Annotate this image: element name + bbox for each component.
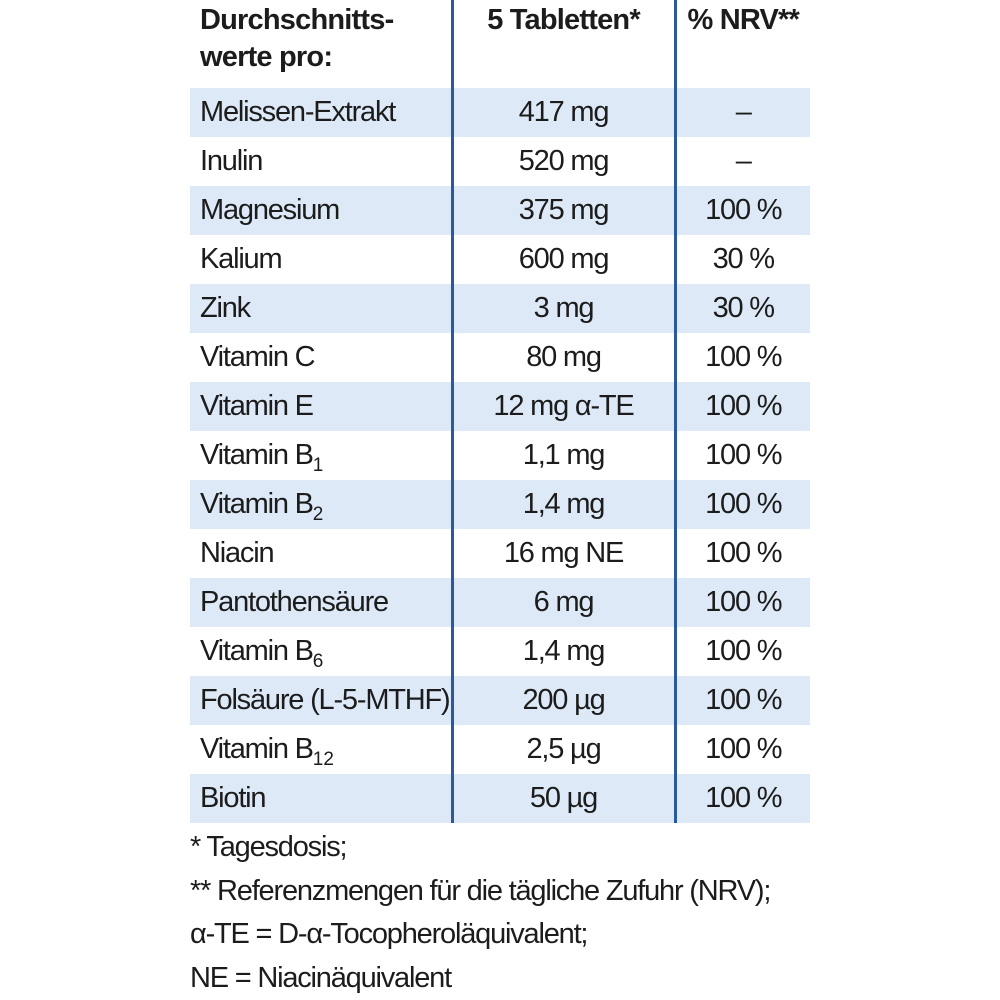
nrv-cell: 100 % xyxy=(675,333,810,382)
amount-cell: 50 µg xyxy=(452,774,675,823)
table-row xyxy=(190,431,810,480)
nutrient-name: Melissen-Extrakt xyxy=(200,96,396,128)
amount-cell: 12 mg α-TE xyxy=(452,382,675,431)
amount-cell: 1,4 mg xyxy=(452,480,675,529)
amount-cell: 375 mg xyxy=(452,186,675,235)
amount-cell: 200 µg xyxy=(452,676,675,725)
nutrient-subscript: 2 xyxy=(312,504,324,525)
nrv-cell: 30 % xyxy=(675,284,810,333)
nutrient-name: Vitamin E xyxy=(200,390,313,422)
nutrient-subscript: 6 xyxy=(312,651,324,672)
footnote-ne: NE = Niacinäquivalent xyxy=(190,961,451,994)
nutrient-name-cell xyxy=(190,88,452,137)
table-row xyxy=(190,88,810,137)
nutrient-name: Zink xyxy=(200,292,250,324)
amount-cell: 6 mg xyxy=(452,578,675,627)
table-row xyxy=(190,284,810,333)
footnote-daily-dose: * Tagesdosis; xyxy=(190,831,347,863)
nutrient-name-cell xyxy=(190,578,452,627)
nutrient-name: Vitamin B xyxy=(200,733,313,765)
nutrient-name: Vitamin B xyxy=(200,439,313,471)
table-row xyxy=(190,676,810,725)
header-nutrient-line1: Durchschnitts- xyxy=(200,4,394,36)
nutrient-name: Biotin xyxy=(200,782,266,814)
table-row xyxy=(190,725,810,774)
nutrient-name: Vitamin C xyxy=(200,341,315,373)
nrv-cell: 100 % xyxy=(675,627,810,676)
nrv-cell: 100 % xyxy=(675,480,810,529)
table-row xyxy=(190,627,810,676)
nutrient-name-cell xyxy=(190,186,452,235)
amount-cell: 16 mg NE xyxy=(452,529,675,578)
nutrient-name: Inulin xyxy=(200,145,263,177)
table-header-row xyxy=(190,0,810,88)
table-row xyxy=(190,186,810,235)
nutrient-name-cell xyxy=(190,382,452,431)
nutrient-name-cell xyxy=(190,235,452,284)
nrv-cell: 100 % xyxy=(675,676,810,725)
nutrient-name-cell xyxy=(190,480,452,529)
table-row xyxy=(190,235,810,284)
nutrient-name-cell xyxy=(190,676,452,725)
footnotes xyxy=(190,826,980,1000)
nutrient-name: Vitamin B xyxy=(200,635,313,667)
nrv-cell: 100 % xyxy=(675,186,810,235)
amount-cell: 417 mg xyxy=(452,88,675,137)
header-nutrient xyxy=(190,0,452,88)
footnote-nrv: ** Referenzmengen für die tägliche Zufuhr (NRV); xyxy=(190,874,771,907)
table-row xyxy=(190,529,810,578)
nrv-cell: 100 % xyxy=(675,725,810,774)
nutrient-name: Folsäure (L-5-MTHF) xyxy=(200,684,450,716)
table-row xyxy=(190,333,810,382)
table-row xyxy=(190,137,810,186)
header-amount: 5 Tabletten* xyxy=(452,0,675,88)
amount-cell: 600 mg xyxy=(452,235,675,284)
nrv-cell: – xyxy=(675,137,810,186)
nrv-cell: 30 % xyxy=(675,235,810,284)
table-row xyxy=(190,774,810,823)
nutrient-subscript: 1 xyxy=(312,455,324,476)
table-row xyxy=(190,382,810,431)
nutrient-name-cell xyxy=(190,627,452,676)
nutrient-name: Magnesium xyxy=(200,194,340,226)
nutrition-table xyxy=(190,0,810,823)
nrv-cell: 100 % xyxy=(675,578,810,627)
table-row xyxy=(190,480,810,529)
footnote-alpha-te: α-TE = D-α-Tocopheroläquivalent; xyxy=(190,918,588,950)
amount-cell: 80 mg xyxy=(452,333,675,382)
nutrient-name-cell xyxy=(190,333,452,382)
amount-cell: 1,1 mg xyxy=(452,431,675,480)
nrv-cell: 100 % xyxy=(675,529,810,578)
nutrient-name-cell xyxy=(190,725,452,774)
nrv-cell: 100 % xyxy=(675,431,810,480)
amount-cell: 520 mg xyxy=(452,137,675,186)
nutrient-name: Vitamin B xyxy=(200,488,313,520)
amount-cell: 1,4 mg xyxy=(452,627,675,676)
table-body xyxy=(190,88,810,823)
nutrient-name: Niacin xyxy=(200,537,274,569)
header-nutrient-line2: werte pro: xyxy=(200,41,333,73)
header-nrv: % NRV** xyxy=(675,0,810,88)
nutrient-name-cell xyxy=(190,529,452,578)
amount-cell: 3 mg xyxy=(452,284,675,333)
nutrient-name: Kalium xyxy=(200,243,282,275)
nutrition-table-container xyxy=(190,0,810,823)
nrv-cell: 100 % xyxy=(675,382,810,431)
nutrient-name-cell xyxy=(190,431,452,480)
amount-cell: 2,5 µg xyxy=(452,725,675,774)
nrv-cell: 100 % xyxy=(675,774,810,823)
nutrient-subscript: 12 xyxy=(312,749,334,770)
nutrient-name: Pantothensäure xyxy=(200,586,388,618)
table-row xyxy=(190,578,810,627)
nrv-cell: – xyxy=(675,88,810,137)
nutrient-name-cell xyxy=(190,137,452,186)
nutrient-name-cell xyxy=(190,774,452,823)
nutrient-name-cell xyxy=(190,284,452,333)
